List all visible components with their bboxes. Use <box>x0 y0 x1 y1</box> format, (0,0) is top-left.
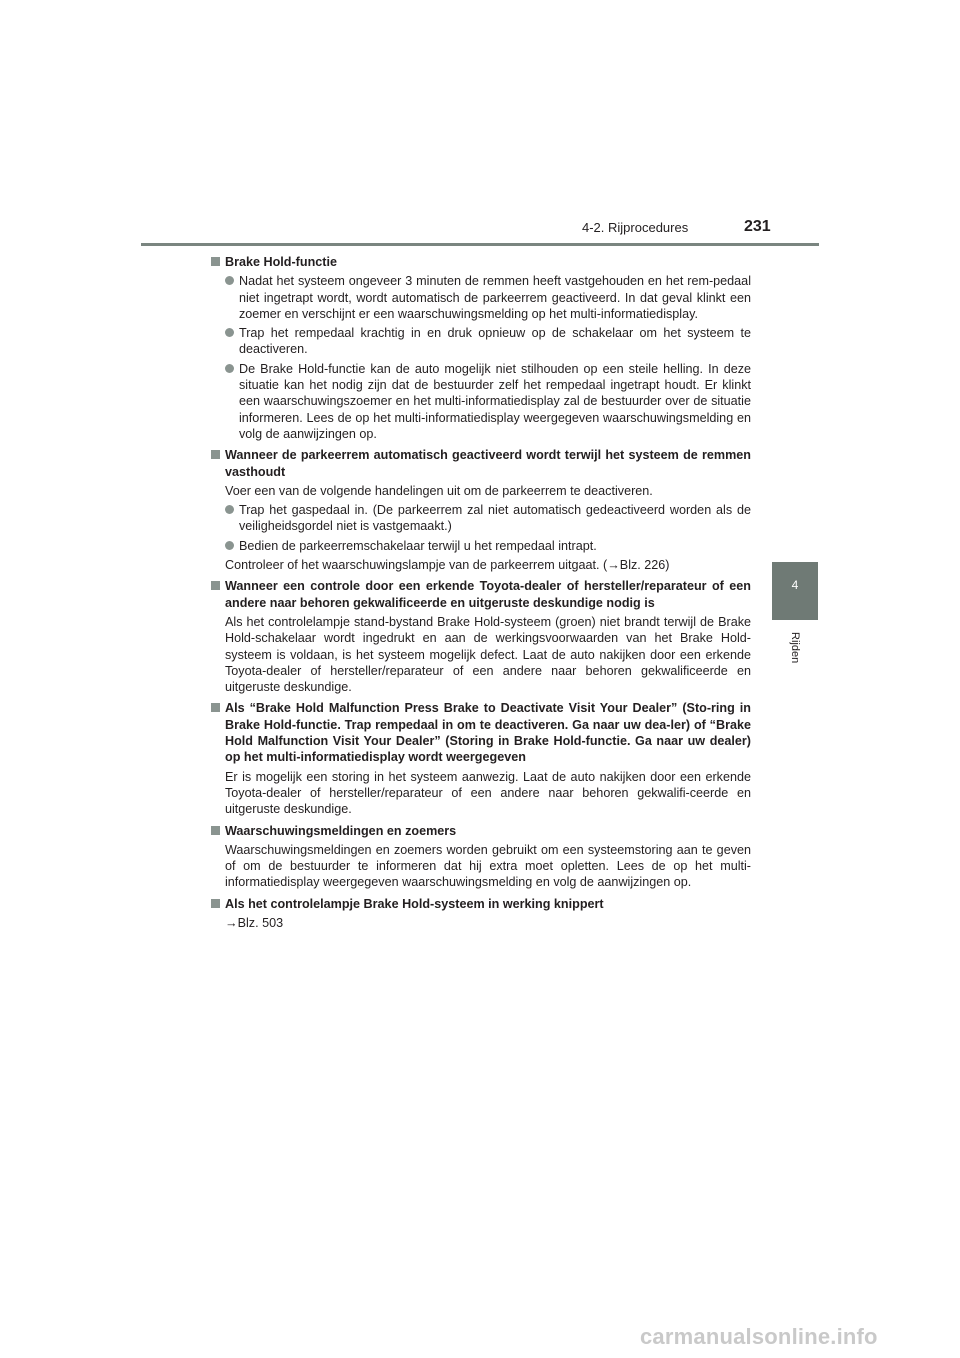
section-title: Waarschuwingsmeldingen en zoemers <box>225 823 457 838</box>
bullet-dot-icon <box>225 328 234 337</box>
section <box>211 578 751 695</box>
list-item <box>225 325 751 358</box>
bullet-dot-icon <box>225 276 234 285</box>
section-square-icon <box>211 581 220 590</box>
section-title: Wanneer de parkeerrem automatisch geactiveerd wordt terwijl het systeem de remmen vasthoudt <box>225 448 751 479</box>
section-title: Als het controlelampje Brake Hold-systeem in werking knippert <box>225 896 604 911</box>
section <box>211 254 751 442</box>
section <box>211 700 751 817</box>
list-item <box>225 538 751 554</box>
list-item-text: De Brake Hold-functie kan de auto mogelijk niet stilhouden op een steile helling. In deze situatie kan het nodig zijn dat de bestuurder zelf het rempedaal ingetrapt houdt. Er klinkt een waarschuwingszoemer en het multi-informatiedisplay zal de bestuurder over de situatie informeren. Lees de op het multi-informatiedisplay weergegeven waarschuwingsmelding en volg de aanwijzingen op. <box>239 361 751 441</box>
chapter-tab-label: Rijden <box>789 632 801 664</box>
section <box>211 823 751 891</box>
header-rule <box>141 243 819 246</box>
section <box>211 896 751 932</box>
section-note: Controleer of het waarschuwingslampje van de parkeerrem uitgaat. (→Blz. 226) <box>225 558 670 573</box>
page-reference: →Blz. 503 <box>225 915 284 930</box>
section-square-icon <box>211 826 220 835</box>
chapter-tab-number: 4 <box>791 578 799 592</box>
section-title: Brake Hold-functie <box>225 255 337 269</box>
section-body: Voer een van de volgende handelingen uit om de parkeerrem te deactiveren. <box>225 483 653 498</box>
list-item <box>225 273 751 322</box>
bullet-dot-icon <box>225 505 234 514</box>
section-title: Wanneer een controle door een erkende Toyota-dealer of hersteller/reparateur of een andere naar behoren gekwalificeerde en uitgeruste deskundige nodig is <box>225 579 751 610</box>
bullet-dot-icon <box>225 364 234 373</box>
page-number: 231 <box>744 218 771 235</box>
section-body: Als het controlelampje stand-bystand Brake Hold-systeem (groen) niet brandt terwijl de Brake Hold-schakelaar wordt ingedrukt en aan de werkingsvoorwaarden van het Brake Hold-systeem is voldaan, is het systeem mogelijk defect. Laat de auto nakijken door een erkende Toyota-dealer of hersteller/reparateur of een andere naar behoren gekwalificeerde en uitgeruste deskundige. <box>225 614 751 695</box>
section-square-icon <box>211 899 220 908</box>
header-section-title: 4-2. Rijprocedures <box>582 220 689 235</box>
list-item <box>225 361 751 442</box>
bullet-dot-icon <box>225 541 234 550</box>
section-body: Er is mogelijk een storing in het systeem aanwezig. Laat de auto nakijken door een erkende Toyota-dealer of hersteller/reparateur of een andere naar behoren gekwalifi-ceerde en uitgeruste deskundige. <box>225 769 751 817</box>
section-title: Als “Brake Hold Malfunction Press Brake to Deactivate Visit Your Dealer” (Sto-ring in Brake Hold-functie. Trap rempedaal in om te deactiveren. Ga naar uw dea-ler) of “Brake Hold Malfunction Visit Your Dealer” (Storing in Brake Hold-functie. Ga naar uw dealer) op het multi-informatiedisplay wordt weergegeven <box>225 701 751 765</box>
list-item-text: Trap het gaspedaal in. (De parkeerrem zal niet automatisch gedeactiveerd worden als de veiligheidsgordel niet is vastgemaakt.) <box>239 503 751 534</box>
list-item-text: Nadat het systeem ongeveer 3 minuten de remmen heeft vastgehouden en het rem-pedaal niet ingetrapt wordt, wordt automatisch de parkeerrem geactiveerd. In dat geval klinkt een zoemer en verschijnt er een waarschuwingsmelding op het multi-informatiedisplay. <box>239 274 751 321</box>
section-square-icon <box>211 703 220 712</box>
section <box>211 447 751 573</box>
section-square-icon <box>211 257 220 266</box>
section-body: Waarschuwingsmeldingen en zoemers worden gebruikt om een systeemstoring aan te geven of om de bestuurder te informeren dat hij extra moet opletten. Lees de op het multi-informatiedisplay weergegeven waarschuwingsmelding en volg de aanwijzingen op. <box>225 842 751 890</box>
watermark: carmanualsonline.info <box>640 1324 878 1349</box>
list-item-text: Trap het rempedaal krachtig in en druk opnieuw op de schakelaar om het systeem te deactiveren. <box>239 326 751 357</box>
list-item <box>225 502 751 535</box>
section-square-icon <box>211 450 220 459</box>
list-item-text: Bedien de parkeerremschakelaar terwijl u het rempedaal intrapt. <box>239 538 597 553</box>
main-content <box>211 254 751 931</box>
